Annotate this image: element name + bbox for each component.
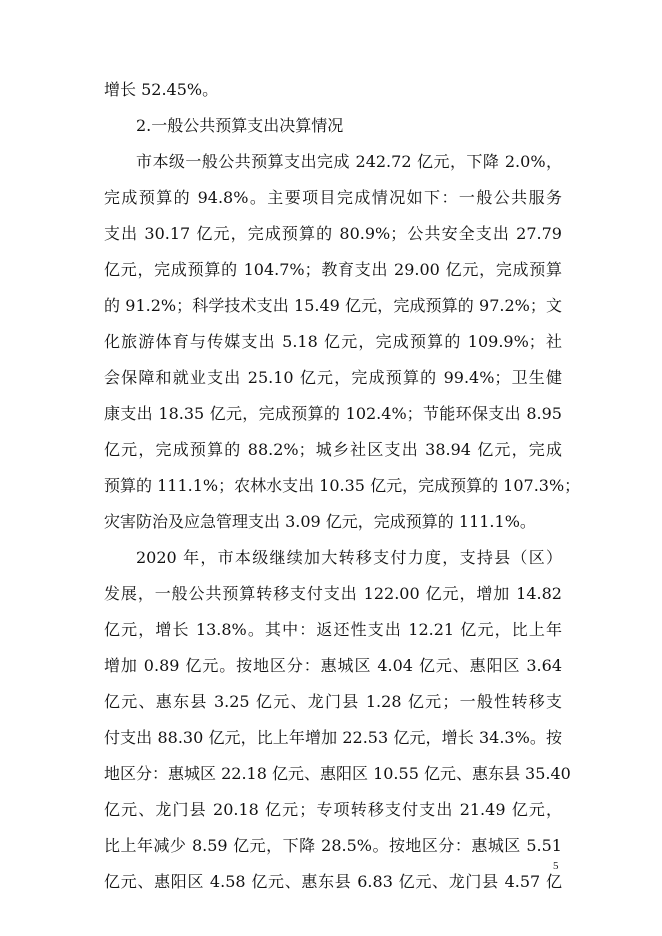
text-line: 市本级一般公共预算支出完成 242.72 亿元，下降 2.0%， [136,152,562,171]
page-number: 5 [553,860,559,872]
text-line: 亿元，完成预算的 88.2%；城乡社区支出 38.94 亿元，完成 [104,440,562,459]
text-line: 亿元、惠阳区 4.58 亿元、惠东县 6.83 亿元、龙门县 4.57 亿 [104,872,562,891]
text-line: 增加 0.89 亿元。按地区分：惠城区 4.04 亿元、惠阳区 3.64 [104,656,562,675]
text-line: 亿元，完成预算的 104.7%；教育支出 29.00 亿元，完成预算 [104,260,562,279]
text-line: 2020 年，市本级继续加大转移支付力度，支持县（区） [136,548,562,567]
document-body [104,76,581,896]
text-line: 付支出 88.30 亿元，比上年增加 22.53 亿元，增长 34.3%。按 [104,728,562,747]
text-line: 亿元，增长 13.8%。其中：返还性支出 12.21 亿元，比上年 [104,620,562,639]
text-line: 会保障和就业支出 25.10 亿元，完成预算的 99.4%；卫生健 [104,368,562,387]
text-line: 预算的 111.1%；农林水支出 10.35 亿元，完成预算的 107.3%； [104,476,581,495]
text-line: 亿元、惠东县 3.25 亿元、龙门县 1.28 亿元；一般性转移支 [104,692,562,711]
text-line: 支出 30.17 亿元，完成预算的 80.9%；公共安全支出 27.79 [104,224,562,243]
text-line: 灾害防治及应急管理支出 3.09 亿元，完成预算的 111.1%。 [104,512,536,531]
text-line: 康支出 18.35 亿元，完成预算的 102.4%；节能环保支出 8.95 [104,404,562,423]
text-line: 比上年减少 8.59 亿元，下降 28.5%。按地区分：惠城区 5.51 [104,836,562,855]
text-line: 的 91.2%；科学技术支出 15.49 亿元，完成预算的 97.2%；文 [104,296,562,315]
text-line: 增长 52.45%。 [104,80,219,99]
text-line: 地区分：惠城区 22.18 亿元、惠阳区 10.55 亿元、惠东县 35.40 [104,764,571,783]
text-line: 完成预算的 94.8%。主要项目完成情况如下：一般公共服务 [104,188,562,207]
text-line: 化旅游体育与传媒支出 5.18 亿元，完成预算的 109.9%；社 [104,332,562,351]
text-line: 亿元、龙门县 20.18 亿元；专项转移支付支出 21.49 亿元， [104,800,562,819]
text-line: 发展，一般公共预算转移支付支出 122.00 亿元，增加 14.82 [104,584,562,603]
section-heading: 2.一般公共预算支出决算情况 [136,116,344,135]
